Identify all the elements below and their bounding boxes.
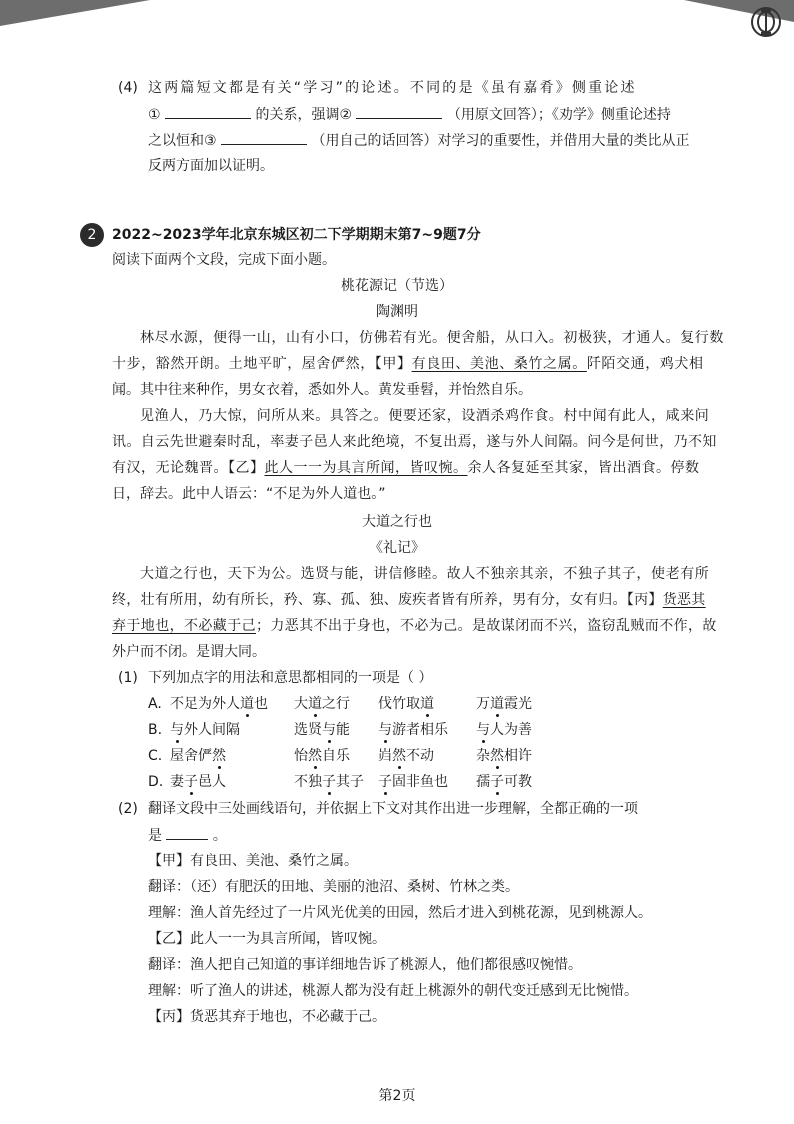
passage-1-line-1: 林尽水源，便得一山，山有小口，仿佛若有光。便舍船，从口入。初极狭，才通人。复行数 <box>140 330 724 346</box>
answer-blank-4[interactable] <box>166 825 208 840</box>
option-letter: A. <box>148 696 162 712</box>
option-letter: D. <box>148 774 164 790</box>
underlined-sentence-bing-start: 货恶其 <box>662 592 706 608</box>
q4-text-2: （用原文回答）；《劝学》侧重论述持 <box>446 107 671 123</box>
lantern-logo-icon <box>750 6 782 38</box>
page-number: 第2页 <box>378 1088 416 1104</box>
subquestion-2-text: 。 <box>212 828 227 844</box>
corner-decoration-left <box>0 0 150 26</box>
passage-3-line-3 <box>112 616 717 636</box>
passage-3-text: ；力恶其不出于身也，不必为己。是故谋闭而不兴，盗窃乱贼而不作，故 <box>256 618 717 634</box>
underlined-sentence-yi: 此人一一为具言所闻，皆叹惋。 <box>264 460 468 476</box>
q4-line-3 <box>148 130 689 151</box>
sentence-yi-understanding: 理解：听了渔人的讲述，桃源人都为没有赶上桃源外的朝代变迁感到无比惋惜。 <box>148 983 638 999</box>
q4-text-3: 之以恒和③ <box>148 133 217 149</box>
subquestion-2-stem-2 <box>148 825 227 846</box>
question-number-badge: 2 <box>80 223 104 247</box>
passage-author-1: 陶渊明 <box>376 304 418 320</box>
sentence-jia-translation: 翻译：（还）有肥沃的田地、美丽的池沼、桑树、竹林之类。 <box>148 879 519 895</box>
option-phrase: 怡然自乐 <box>294 748 350 764</box>
subquestion-2-number: (2) <box>118 801 138 817</box>
q4-line-4: 反两方面加以证明。 <box>148 158 274 174</box>
option-phrase: 大道之行 <box>294 696 350 712</box>
passage-3-text: 终，壮有所用，幼有所长，矜、寡、孤、独、废疾者皆有所养，男有分，女有归。【丙】 <box>112 592 663 608</box>
passage-3-line-4: 外户而不闭。是谓大同。 <box>112 644 266 660</box>
option-letter: C. <box>148 748 163 764</box>
passage-2-text: 余人各复延至其家，皆出酒食。停数 <box>467 460 700 476</box>
subquestion-2-text: 是 <box>148 828 162 844</box>
passage-2-line-4: 日，辞去。此中人语云：“不足为外人道也。” <box>112 486 386 502</box>
answer-blank-2[interactable] <box>356 104 442 119</box>
option-phrase: 妻子邑人 <box>170 774 226 790</box>
sentence-jia-understanding: 理解：渔人首先经过了一片风光优美的田园，然后才进入到桃花源，见到桃源人。 <box>148 905 652 921</box>
sentence-yi: 【乙】此人一一为具言所闻，皆叹惋。 <box>148 931 386 947</box>
option-phrase: 选贤与能 <box>294 722 350 738</box>
option-phrase: 不独子其子 <box>294 774 364 790</box>
passage-1-line-2 <box>112 354 704 374</box>
option-phrase: 与外人间隔 <box>170 722 240 738</box>
passage-3-line-2 <box>112 590 706 610</box>
q4-text-1: 的关系，强调② <box>255 107 353 123</box>
sentence-jia: 【甲】有良田、美池、桑竹之属。 <box>148 853 358 869</box>
option-phrase: 岿然不动 <box>378 748 434 764</box>
answer-blank-1[interactable] <box>165 104 251 119</box>
answer-blank-3[interactable] <box>221 130 307 145</box>
subquestion-1-number: (1) <box>118 670 138 686</box>
passage-2-line-1: 见渔人，乃大惊，问所从来。具答之。便要还家，设酒杀鸡作食。村中闻有此人，咸来问 <box>140 408 710 424</box>
q4-line-1: 这两篇短文都是有关“学习”的论述。不同的是《虽有嘉肴》侧重论述 <box>148 80 637 96</box>
option-phrase: 不足为外人道也 <box>170 696 268 712</box>
passage-1-line-3: 闻。其中往来种作，男女衣着，悉如外人。黄发垂髫，并怡然自乐。 <box>112 382 532 398</box>
option-phrase: 与人为善 <box>476 722 532 738</box>
q4-line-2 <box>148 104 671 125</box>
option-phrase: 屋舍俨然 <box>170 748 226 764</box>
passage-1-text: 阡陌交通，鸡犬相 <box>586 356 704 372</box>
option-letter: B. <box>148 722 163 738</box>
passage-1-text: 十步，豁然开朗。土地平旷，屋舍俨然，【甲】 <box>112 356 412 372</box>
q4-number: (4) <box>118 80 138 96</box>
subquestion-2-stem: 翻译文段中三处画线语句，并依据上下文对其作出进一步理解，全都正确的一项 <box>148 801 638 817</box>
option-phrase: 伐竹取道 <box>378 696 434 712</box>
question-source-header: 2022~2023学年北京东城区初二下学期期末第7~9题7分 <box>112 227 481 243</box>
q4-text-4: （用自己的话回答）对学习的重要性，并借用大量的类比从正 <box>311 133 690 149</box>
passage-2-line-2: 讯。自云先世避秦时乱，率妻子邑人来此绝境，不复出焉，遂与外人间隔。问今是何世，乃不知 <box>112 434 717 450</box>
reading-instruction: 阅读下面两个文段，完成下面小题。 <box>112 252 336 268</box>
underlined-sentence-jia: 有良田、美池、桑竹之属。 <box>411 356 587 372</box>
sentence-bing: 【丙】货恶其弃于地也，不必藏于己。 <box>148 1009 386 1025</box>
subquestion-1-stem: 下列加点字的用法和意思都相同的一项是（ ） <box>148 670 433 686</box>
passage-2-line-3 <box>112 458 700 478</box>
option-phrase: 万道霞光 <box>476 696 532 712</box>
passage-2-text: 有汉，无论魏晋。【乙】 <box>112 460 265 476</box>
option-phrase: 子固非鱼也 <box>378 774 448 790</box>
underlined-sentence-bing-end: 弃于地也，不必藏于己 <box>112 618 256 634</box>
passage-title-1: 桃花源记（节选） <box>341 278 453 294</box>
option-phrase: 杂然相许 <box>476 748 532 764</box>
passage-title-2: 大道之行也 <box>362 514 432 530</box>
option-phrase: 孺子可教 <box>476 774 532 790</box>
sentence-yi-translation: 翻译：渔人把自己知道的事详细地告诉了桃源人，他们都很感叹惋惜。 <box>148 957 582 973</box>
blank-label-1: ① <box>148 107 161 123</box>
passage-3-line-1: 大道之行也，天下为公。选贤与能，讲信修睦。故人不独亲其亲，不独子其子，使老有所 <box>140 566 710 582</box>
passage-author-2: 《礼记》 <box>369 540 425 556</box>
option-phrase: 与游者相乐 <box>378 722 448 738</box>
